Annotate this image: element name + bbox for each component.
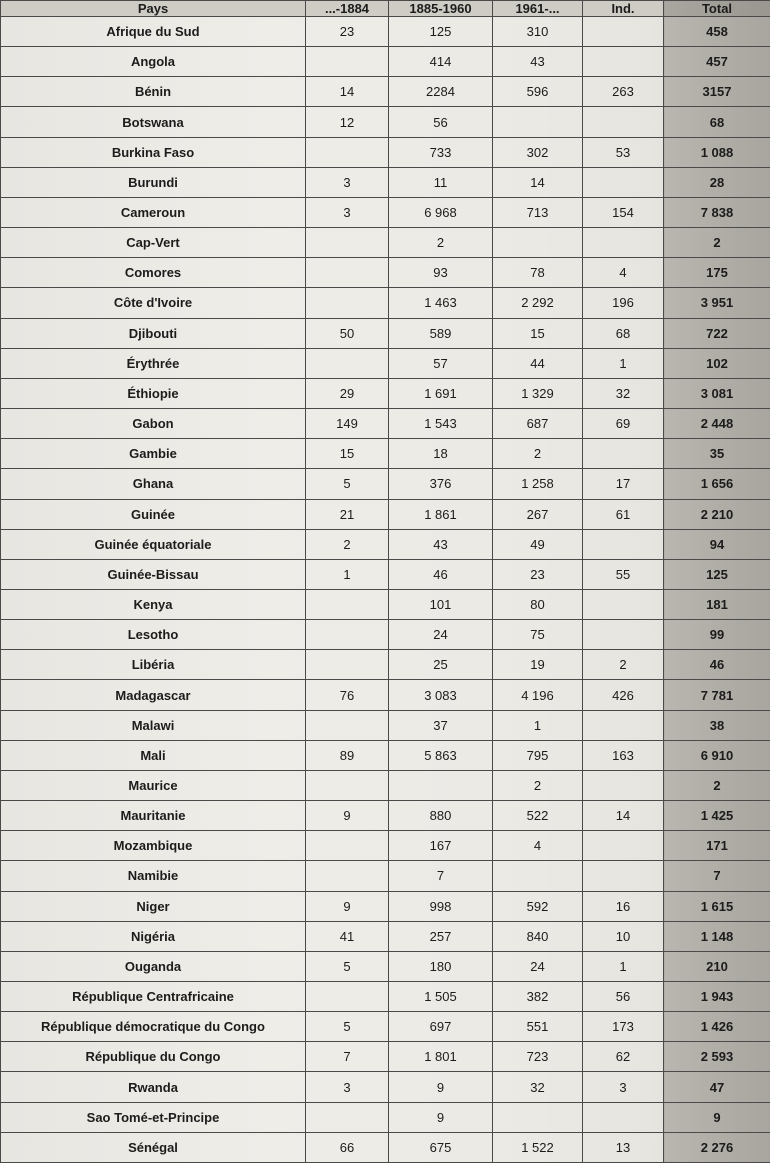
- cell-country: Djibouti: [1, 318, 306, 348]
- cell-before-1884: 15: [306, 439, 389, 469]
- cell-1885-1960: 733: [389, 137, 493, 167]
- table-row: [1, 348, 770, 378]
- table-row: [1, 1132, 770, 1162]
- cell-1885-1960: 1 861: [389, 499, 493, 529]
- cell-after-1961: 43: [493, 47, 583, 77]
- column-header-before-1884: ...-1884: [306, 1, 389, 17]
- table-row: [1, 1042, 770, 1072]
- cell-before-1884: 3: [306, 167, 389, 197]
- cell-country: Comores: [1, 258, 306, 288]
- cell-total: 7 781: [664, 680, 770, 710]
- cell-1885-1960: 589: [389, 318, 493, 348]
- cell-ind: 1: [583, 951, 664, 981]
- cell-after-1961: 1 258: [493, 469, 583, 499]
- cell-1885-1960: 376: [389, 469, 493, 499]
- cell-ind: 426: [583, 680, 664, 710]
- table-row: [1, 1102, 770, 1132]
- cell-total: 38: [664, 710, 770, 740]
- cell-after-1961: 267: [493, 499, 583, 529]
- cell-1885-1960: 1 801: [389, 1042, 493, 1072]
- cell-after-1961: 310: [493, 17, 583, 47]
- cell-before-1884: 41: [306, 921, 389, 951]
- cell-country: Namibie: [1, 861, 306, 891]
- table-row: [1, 228, 770, 258]
- cell-before-1884: 5: [306, 469, 389, 499]
- cell-1885-1960: [389, 770, 493, 800]
- cell-country: Bénin: [1, 77, 306, 107]
- cell-1885-1960: 43: [389, 529, 493, 559]
- cell-after-1961: 15: [493, 318, 583, 348]
- cell-before-1884: 76: [306, 680, 389, 710]
- cell-1885-1960: 5 863: [389, 740, 493, 770]
- cell-1885-1960: 125: [389, 17, 493, 47]
- cell-country: Sénégal: [1, 1132, 306, 1162]
- cell-1885-1960: 1 505: [389, 982, 493, 1012]
- table-row: [1, 770, 770, 800]
- cell-ind: 1: [583, 348, 664, 378]
- table-row: [1, 831, 770, 861]
- cell-total: 1 425: [664, 801, 770, 831]
- cell-before-1884: 23: [306, 17, 389, 47]
- cell-before-1884: [306, 47, 389, 77]
- cell-country: Nigéria: [1, 921, 306, 951]
- cell-total: 2 448: [664, 409, 770, 439]
- cell-1885-1960: 9: [389, 1072, 493, 1102]
- cell-1885-1960: 414: [389, 47, 493, 77]
- table-row: [1, 891, 770, 921]
- cell-1885-1960: 2284: [389, 77, 493, 107]
- cell-ind: [583, 861, 664, 891]
- cell-after-1961: 1 522: [493, 1132, 583, 1162]
- table-row: [1, 499, 770, 529]
- table-row: [1, 951, 770, 981]
- cell-total: 2 593: [664, 1042, 770, 1072]
- cell-after-1961: 2 292: [493, 288, 583, 318]
- cell-after-1961: [493, 107, 583, 137]
- cell-ind: 154: [583, 197, 664, 227]
- cell-before-1884: [306, 650, 389, 680]
- cell-before-1884: [306, 770, 389, 800]
- cell-before-1884: [306, 710, 389, 740]
- column-header-1885-1960: 1885-1960: [389, 1, 493, 17]
- cell-ind: [583, 620, 664, 650]
- cell-country: Ghana: [1, 469, 306, 499]
- cell-total: 1 426: [664, 1012, 770, 1042]
- cell-before-1884: [306, 861, 389, 891]
- cell-country: Angola: [1, 47, 306, 77]
- cell-total: 1 656: [664, 469, 770, 499]
- cell-country: Afrique du Sud: [1, 17, 306, 47]
- cell-country: Kenya: [1, 589, 306, 619]
- cell-after-1961: 522: [493, 801, 583, 831]
- cell-before-1884: 14: [306, 77, 389, 107]
- cell-ind: 69: [583, 409, 664, 439]
- cell-country: République démocratique du Congo: [1, 1012, 306, 1042]
- cell-ind: [583, 529, 664, 559]
- cell-total: 46: [664, 650, 770, 680]
- cell-total: 1 943: [664, 982, 770, 1012]
- table-row: [1, 801, 770, 831]
- cell-total: 7 838: [664, 197, 770, 227]
- table-row: [1, 680, 770, 710]
- table-row: [1, 1012, 770, 1042]
- table-row: [1, 288, 770, 318]
- table-row: [1, 17, 770, 47]
- cell-after-1961: 2: [493, 770, 583, 800]
- table-row: [1, 197, 770, 227]
- cell-ind: 16: [583, 891, 664, 921]
- cell-country: République du Congo: [1, 1042, 306, 1072]
- cell-total: 102: [664, 348, 770, 378]
- cell-ind: 163: [583, 740, 664, 770]
- cell-1885-1960: 167: [389, 831, 493, 861]
- cell-ind: 2: [583, 650, 664, 680]
- table-row: [1, 740, 770, 770]
- cell-total: 68: [664, 107, 770, 137]
- cell-after-1961: 23: [493, 559, 583, 589]
- cell-1885-1960: 7: [389, 861, 493, 891]
- table-row: [1, 529, 770, 559]
- cell-1885-1960: 57: [389, 348, 493, 378]
- cell-before-1884: [306, 288, 389, 318]
- cell-after-1961: 44: [493, 348, 583, 378]
- cell-before-1884: 5: [306, 1012, 389, 1042]
- cell-ind: [583, 228, 664, 258]
- cell-after-1961: 713: [493, 197, 583, 227]
- cell-1885-1960: 37: [389, 710, 493, 740]
- cell-1885-1960: 25: [389, 650, 493, 680]
- cell-before-1884: [306, 258, 389, 288]
- cell-after-1961: 795: [493, 740, 583, 770]
- cell-before-1884: [306, 620, 389, 650]
- table-row: [1, 409, 770, 439]
- cell-total: 1 148: [664, 921, 770, 951]
- cell-after-1961: 1 329: [493, 378, 583, 408]
- cell-after-1961: 592: [493, 891, 583, 921]
- cell-total: 2 276: [664, 1132, 770, 1162]
- table-row: [1, 378, 770, 408]
- cell-ind: [583, 589, 664, 619]
- cell-ind: 53: [583, 137, 664, 167]
- cell-ind: [583, 107, 664, 137]
- cell-country: Côte d'Ivoire: [1, 288, 306, 318]
- cell-ind: 3: [583, 1072, 664, 1102]
- table-row: [1, 167, 770, 197]
- cell-country: Cameroun: [1, 197, 306, 227]
- table-row: [1, 258, 770, 288]
- cell-before-1884: [306, 589, 389, 619]
- cell-before-1884: [306, 831, 389, 861]
- cell-total: 2 210: [664, 499, 770, 529]
- table-row: [1, 650, 770, 680]
- cell-1885-1960: 18: [389, 439, 493, 469]
- cell-total: 210: [664, 951, 770, 981]
- table-row: [1, 137, 770, 167]
- cell-ind: 61: [583, 499, 664, 529]
- cell-ind: [583, 47, 664, 77]
- cell-before-1884: 89: [306, 740, 389, 770]
- cell-after-1961: 32: [493, 1072, 583, 1102]
- cell-before-1884: 66: [306, 1132, 389, 1162]
- cell-after-1961: 840: [493, 921, 583, 951]
- cell-ind: 263: [583, 77, 664, 107]
- cell-1885-1960: 998: [389, 891, 493, 921]
- cell-total: 1 615: [664, 891, 770, 921]
- cell-after-1961: 2: [493, 439, 583, 469]
- cell-country: Guinée-Bissau: [1, 559, 306, 589]
- cell-before-1884: 7: [306, 1042, 389, 1072]
- cell-1885-1960: 93: [389, 258, 493, 288]
- cell-after-1961: [493, 861, 583, 891]
- cell-after-1961: 1: [493, 710, 583, 740]
- cell-after-1961: [493, 1102, 583, 1132]
- cell-after-1961: 687: [493, 409, 583, 439]
- cell-country: Malawi: [1, 710, 306, 740]
- table-row: [1, 559, 770, 589]
- cell-ind: [583, 1102, 664, 1132]
- cell-before-1884: 5: [306, 951, 389, 981]
- cell-country: Mauritanie: [1, 801, 306, 831]
- cell-1885-1960: 9: [389, 1102, 493, 1132]
- cell-1885-1960: 675: [389, 1132, 493, 1162]
- cell-after-1961: 723: [493, 1042, 583, 1072]
- cell-country: Guinée: [1, 499, 306, 529]
- cell-country: République Centrafricaine: [1, 982, 306, 1012]
- cell-total: 125: [664, 559, 770, 589]
- cell-total: 7: [664, 861, 770, 891]
- cell-country: Botswana: [1, 107, 306, 137]
- header-row: [1, 1, 770, 17]
- cell-after-1961: 596: [493, 77, 583, 107]
- cell-1885-1960: 180: [389, 951, 493, 981]
- cell-ind: [583, 831, 664, 861]
- cell-total: 6 910: [664, 740, 770, 770]
- cell-ind: 62: [583, 1042, 664, 1072]
- cell-after-1961: 382: [493, 982, 583, 1012]
- table-row: [1, 620, 770, 650]
- cell-total: 171: [664, 831, 770, 861]
- cell-total: 1 088: [664, 137, 770, 167]
- cell-total: 3 081: [664, 378, 770, 408]
- cell-country: Érythrée: [1, 348, 306, 378]
- cell-1885-1960: 24: [389, 620, 493, 650]
- cell-ind: [583, 770, 664, 800]
- cell-country: Rwanda: [1, 1072, 306, 1102]
- cell-1885-1960: 6 968: [389, 197, 493, 227]
- cell-after-1961: 19: [493, 650, 583, 680]
- cell-ind: 17: [583, 469, 664, 499]
- cell-1885-1960: 46: [389, 559, 493, 589]
- cell-country: Maurice: [1, 770, 306, 800]
- cell-after-1961: 49: [493, 529, 583, 559]
- cell-ind: [583, 167, 664, 197]
- cell-1885-1960: 1 463: [389, 288, 493, 318]
- cell-after-1961: 80: [493, 589, 583, 619]
- cell-total: 28: [664, 167, 770, 197]
- cell-country: Gambie: [1, 439, 306, 469]
- cell-country: Sao Tomé-et-Principe: [1, 1102, 306, 1132]
- table-row: [1, 318, 770, 348]
- cell-total: 9: [664, 1102, 770, 1132]
- table-row: [1, 1072, 770, 1102]
- cell-total: 2: [664, 228, 770, 258]
- cell-ind: 68: [583, 318, 664, 348]
- cell-ind: 4: [583, 258, 664, 288]
- cell-country: Guinée équatoriale: [1, 529, 306, 559]
- cell-country: Lesotho: [1, 620, 306, 650]
- cell-before-1884: 21: [306, 499, 389, 529]
- cell-before-1884: [306, 137, 389, 167]
- cell-country: Mali: [1, 740, 306, 770]
- table-body: [1, 17, 770, 1163]
- cell-after-1961: 302: [493, 137, 583, 167]
- cell-1885-1960: 11: [389, 167, 493, 197]
- cell-before-1884: 1: [306, 559, 389, 589]
- cell-before-1884: 50: [306, 318, 389, 348]
- table-row: [1, 710, 770, 740]
- cell-total: 94: [664, 529, 770, 559]
- cell-ind: 56: [583, 982, 664, 1012]
- cell-before-1884: 12: [306, 107, 389, 137]
- cell-country: Madagascar: [1, 680, 306, 710]
- cell-after-1961: [493, 228, 583, 258]
- column-header-ind: Ind.: [583, 1, 664, 17]
- cell-ind: [583, 17, 664, 47]
- table-row: [1, 469, 770, 499]
- cell-before-1884: [306, 1102, 389, 1132]
- cell-country: Ouganda: [1, 951, 306, 981]
- table-row: [1, 982, 770, 1012]
- cell-1885-1960: 2: [389, 228, 493, 258]
- cell-country: Burundi: [1, 167, 306, 197]
- cell-1885-1960: 697: [389, 1012, 493, 1042]
- table-row: [1, 47, 770, 77]
- cell-total: 99: [664, 620, 770, 650]
- cell-country: Libéria: [1, 650, 306, 680]
- cell-total: 458: [664, 17, 770, 47]
- cell-total: 3 951: [664, 288, 770, 318]
- cell-after-1961: 551: [493, 1012, 583, 1042]
- cell-before-1884: 3: [306, 197, 389, 227]
- cell-country: Mozambique: [1, 831, 306, 861]
- cell-ind: 173: [583, 1012, 664, 1042]
- cell-total: 457: [664, 47, 770, 77]
- cell-ind: [583, 710, 664, 740]
- cell-after-1961: 78: [493, 258, 583, 288]
- cell-total: 3157: [664, 77, 770, 107]
- cell-total: 722: [664, 318, 770, 348]
- cell-before-1884: [306, 982, 389, 1012]
- cell-ind: [583, 439, 664, 469]
- cell-ind: 14: [583, 801, 664, 831]
- cell-before-1884: 149: [306, 409, 389, 439]
- cell-before-1884: 9: [306, 891, 389, 921]
- cell-ind: 32: [583, 378, 664, 408]
- table-row: [1, 77, 770, 107]
- cell-1885-1960: 1 691: [389, 378, 493, 408]
- cell-total: 175: [664, 258, 770, 288]
- table-row: [1, 861, 770, 891]
- table-row: [1, 921, 770, 951]
- cell-after-1961: 4: [493, 831, 583, 861]
- table-row: [1, 107, 770, 137]
- cell-ind: 10: [583, 921, 664, 951]
- cell-before-1884: [306, 348, 389, 378]
- column-header-pays: Pays: [1, 1, 306, 17]
- cell-country: Cap-Vert: [1, 228, 306, 258]
- column-header-after-1961: 1961-...: [493, 1, 583, 17]
- cell-before-1884: 9: [306, 801, 389, 831]
- cell-1885-1960: 257: [389, 921, 493, 951]
- cell-1885-1960: 3 083: [389, 680, 493, 710]
- cell-1885-1960: 1 543: [389, 409, 493, 439]
- cell-country: Gabon: [1, 409, 306, 439]
- cell-country: Éthiopie: [1, 378, 306, 408]
- cell-1885-1960: 880: [389, 801, 493, 831]
- cell-before-1884: 3: [306, 1072, 389, 1102]
- table-row: [1, 439, 770, 469]
- cell-ind: 196: [583, 288, 664, 318]
- table-row: [1, 589, 770, 619]
- cell-country: Burkina Faso: [1, 137, 306, 167]
- cell-after-1961: 4 196: [493, 680, 583, 710]
- column-header-total: Total: [664, 1, 770, 17]
- cell-after-1961: 24: [493, 951, 583, 981]
- cell-1885-1960: 101: [389, 589, 493, 619]
- cell-ind: 13: [583, 1132, 664, 1162]
- cell-before-1884: 29: [306, 378, 389, 408]
- cell-country: Niger: [1, 891, 306, 921]
- cell-total: 2: [664, 770, 770, 800]
- cell-before-1884: [306, 228, 389, 258]
- cell-1885-1960: 56: [389, 107, 493, 137]
- cell-total: 47: [664, 1072, 770, 1102]
- cell-before-1884: 2: [306, 529, 389, 559]
- cell-after-1961: 75: [493, 620, 583, 650]
- cell-total: 181: [664, 589, 770, 619]
- cell-ind: 55: [583, 559, 664, 589]
- cell-after-1961: 14: [493, 167, 583, 197]
- cell-total: 35: [664, 439, 770, 469]
